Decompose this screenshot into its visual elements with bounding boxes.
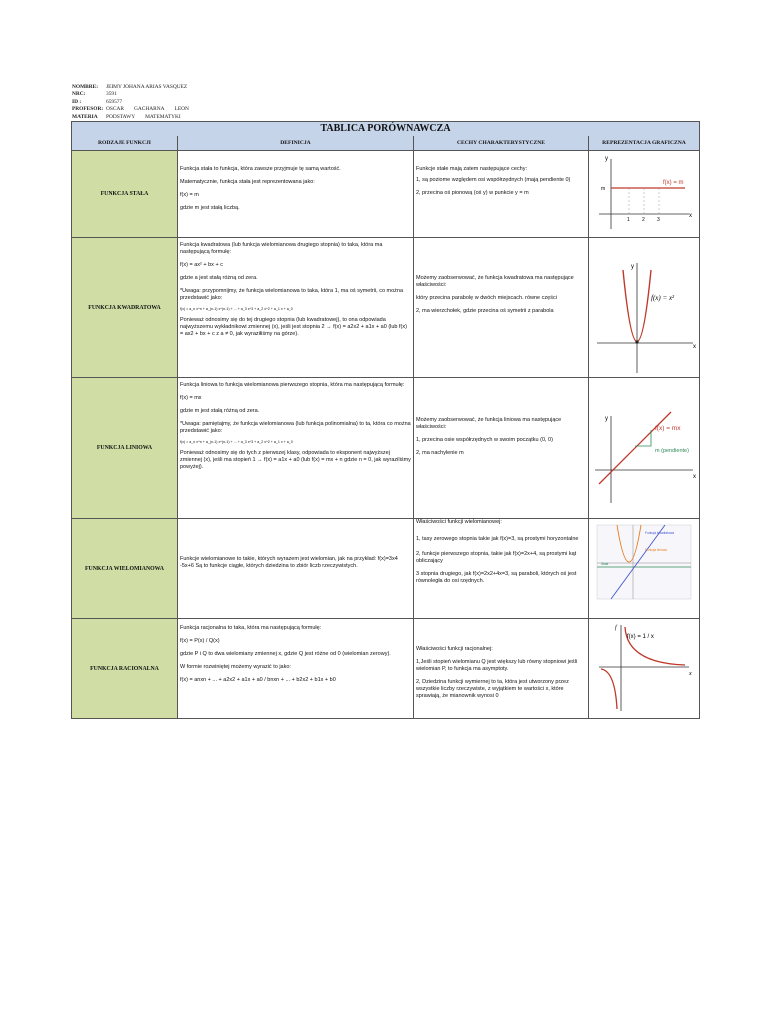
table-row-rational	[72, 619, 699, 718]
x-axis-label: x	[693, 474, 696, 480]
feature-line: Właściwości funkcji racjonalnej:	[416, 646, 493, 652]
graph-label: f(x) = x²	[651, 294, 675, 302]
row-label-constant: FUNKCJA STAŁA	[72, 151, 178, 237]
materia-label: MATERIA	[72, 113, 98, 120]
profesor-first: OSCAR	[106, 106, 124, 113]
definition-line: *Uwaga: pamiętajmy, że funkcja wielomianowa (lub funkcja polinomialna) to ta, która co można przedstawić jako:	[180, 421, 411, 434]
hyperbola-branch-negative	[601, 669, 617, 709]
m-label: m	[601, 186, 606, 192]
feature-line: 1, są poziome względem osi współrzędnych (mają pendiente 0)	[416, 177, 571, 183]
graph-cell-linear	[589, 378, 699, 518]
definition-cell-constant	[178, 151, 414, 237]
hyperbola-branch-positive	[625, 627, 685, 665]
feature-line: Właściwości funkcji wielomianowej:	[416, 519, 502, 525]
features-cell-polynomial	[414, 519, 589, 618]
student-header	[72, 84, 189, 121]
row-label-quadratic: FUNKCJA KWADRATOWA	[72, 238, 178, 377]
linear-function-graph	[589, 378, 699, 519]
definition-line: W formie rozwiniętej możemy wyrazić to jako:	[180, 664, 291, 670]
x-axis-label: x	[689, 671, 692, 677]
feature-line: 1, tasy zerowego stopnia takie jak f(x)=3, są prostymi horyzontalne	[416, 536, 579, 542]
comparison-table	[71, 121, 700, 719]
nrc-value: 3591	[106, 91, 117, 98]
constant-function-graph	[589, 151, 699, 238]
materia-1: PODSTAWY	[106, 113, 136, 120]
nrc-label: NRC:	[72, 91, 86, 98]
y-axis-label: y	[605, 156, 608, 162]
vertex-point	[635, 340, 638, 343]
row-label-rational: FUNKCJA RACIONALNA	[72, 619, 178, 718]
definition-line: f(x) = anxn + ... + a2x2 + a1x + a0 / bnxn + ... + b2x2 + b1x + b0	[180, 677, 336, 683]
feature-line: 2, funkcje pierwszego stopnia, takie jak f(x)=2x+4, są prostymi kąt obliczający	[416, 551, 577, 564]
definition-line: f(x) = mx	[180, 395, 202, 401]
definition-line: gdzie a jest stałą różną od zera.	[180, 275, 258, 281]
definition-cell-linear	[178, 378, 414, 518]
features-cell-linear	[414, 378, 589, 518]
definition-line: Matematycznie, funkcja stała jest reprezentowana jako:	[180, 179, 315, 185]
definition-line: Ponieważ odnosimy się do tej drugiego stopnia (lub kwadratowej), to ona odpowiada najwyższemu wykładnikowi zmiennej (x), jeśli jest stopnia 2 → f(x) = a2x2 + a1x + a0 (lub f(x) = ax2 + bx + c z a ≠ 0, jak wyraziłiśmy na górze).	[180, 317, 407, 337]
definition-line: gdzie P i Q to dwa wielomiany zmiennej x, gdzie Q jest różne od 0 (wielomian zerowy).	[180, 651, 391, 657]
tick-label: 3	[657, 217, 660, 223]
graph-cell-constant	[589, 151, 699, 237]
legend-linear: Funkcja liniowa	[645, 548, 667, 552]
feature-line: Możemy zaobserwować, że funkcja liniowa ma następujące właściwości:	[416, 417, 562, 430]
column-header-definition: DEFINICJA	[178, 136, 414, 151]
slope-label: m (pendiente)	[655, 448, 689, 454]
feature-line: Możemy zaobserwować, że funkcja kwadratowa ma następujące właściwości:	[416, 275, 574, 288]
nombre-value: JEIMY JOHANA ARIAS VASQUEZ	[106, 84, 188, 90]
feature-line: 2, przecina oś pionową (oś y) w punkcie y = m	[416, 190, 529, 196]
column-header-types: RODZAJE FUNKCJI	[72, 136, 178, 151]
graph-label: f(x) = 1 / x	[627, 634, 654, 640]
id-value: 659577	[106, 98, 123, 105]
profesor-last: LEON	[174, 106, 189, 113]
graph-cell-quadratic	[589, 238, 699, 377]
table-row-quadratic	[72, 238, 699, 378]
row-label-polynomial: FUNKCJA WIELOMIANOWA	[72, 519, 178, 618]
table-title: TABLICA PORÓWNAWCZA	[72, 122, 699, 137]
graph-label: f(x) = m	[663, 180, 684, 186]
feature-line: 1, przecina osie współrzędnych w swoim początku (0, 0)	[416, 437, 553, 443]
slope-marker	[635, 430, 651, 446]
feature-line: 3 stopnia drugiego, jak f(x)=2x2+4x=3, są paraboli, których oś jest równoległa do osi rzędnych.	[416, 571, 577, 584]
legend-quadratic: Funkcja kwadratowa	[645, 531, 675, 535]
feature-line: 1,Jeśli stopień wielomianu Q jest większy lub równy stopniowi jeśli wielomian P, to funkcja ma asymptoty.	[416, 659, 578, 672]
table-row-constant	[72, 151, 699, 238]
tick-label: 2	[642, 217, 645, 223]
profesor-middle: GACHARNA	[133, 106, 165, 113]
definition-line: f(x) = P(x) / Q(x)	[180, 638, 220, 644]
feature-line: 2, ma wierzchołek, gdzie przecina oś symetrii z parabola	[416, 308, 554, 314]
feature-line: Funkcje stałe mają zatem następujące cechy:	[416, 166, 527, 172]
x-axis-label: x	[689, 213, 692, 219]
definition-line: f(x) = ax² + bx + c	[180, 262, 223, 268]
y-axis-label: y	[605, 416, 608, 422]
quadratic-function-graph	[589, 238, 699, 378]
id-label: ID :	[72, 98, 82, 105]
profesor-label: PROFESOR:	[72, 106, 104, 113]
features-cell-rational	[414, 619, 589, 718]
definition-line: Funkcja stała to funkcja, która zawsze przyjmuje tę samą wartość.	[180, 166, 341, 172]
y-axis-label: y	[631, 264, 634, 270]
graph-cell-rational	[589, 619, 699, 718]
rational-function-graph	[589, 619, 699, 718]
feature-line: który przecina parabolę w dwóch miejscach. równe części	[416, 295, 557, 301]
definition-formula: f(x) = a_n x^n + a_(n-1) x^(n-1) + ... + a_3 x^3 + a_2 x^2 + a_1 x + a_0	[180, 440, 293, 444]
x-axis-label: x	[693, 344, 696, 350]
legend-constant: Stała	[601, 562, 609, 566]
y-axis-label: f	[615, 625, 617, 631]
table-row-polynomial	[72, 519, 699, 619]
definition-cell-rational	[178, 619, 414, 718]
plot-area	[597, 525, 691, 599]
definition-cell-quadratic	[178, 238, 414, 377]
features-cell-quadratic	[414, 238, 589, 377]
features-cell-constant	[414, 151, 589, 237]
definition-line: Ponieważ odnosimy się do tych z pierwszej klasy, odpowiada to eksponent najwyższej zmiennej (x), jeśli ma stopień 1 → f(x) = a1x + a0 (lub f(x) = mx + n gdzie n = 0, jak wyraziliśmy powyżej).	[180, 450, 411, 470]
tick-label: 1	[627, 217, 630, 223]
column-header-features: CECHY CHARAKTERYSTYCZNE	[414, 136, 589, 151]
definition-line: f(x) = m	[180, 192, 199, 198]
row-label-linear: FUNKCJA LINIOWA	[72, 378, 178, 518]
definition-line: Funkcja racjonalna to taka, która ma następującą formułę:	[180, 625, 322, 631]
graph-cell-polynomial	[589, 519, 699, 618]
feature-line: 2, Dziedzina funkcji wymiernej to ta, która jest utworzony przez wszystkie liczby rzeczywiste, z wyjątkiem te wartości x, które sprawiają, że mianownik wynosi 0	[416, 679, 569, 699]
nombre-label: NOMBRE:	[72, 84, 99, 90]
definition-cell-polynomial	[178, 519, 414, 618]
definition-line: Funkcja kwadratowa (lub funkcja wielomianowa drugiego stopnia) to taka, która ma następującą formułę:	[180, 242, 383, 255]
definition-line: gdzie m jest stałą różną od zera.	[180, 408, 260, 414]
definition-line: *Uwaga: przypomnijmy, że funkcja wielomianowa to taka, która 1, ma oś symetrii, co można przedstawić jako:	[180, 288, 404, 301]
materia-2: MATEMATYKI	[145, 113, 181, 120]
definition-line: Funkcja liniowa to funkcja wielomianowa pierwszego stopnia, która ma następującą formułę:	[180, 382, 405, 388]
graph-label: f(x) = mx	[655, 425, 681, 432]
column-header-graph: REPREZENTACJA GRAFICZNA	[589, 136, 699, 151]
polynomial-functions-graph	[589, 519, 699, 619]
definition-line: Funkcje wielomianowe to takie, których wyrazem jest wielomian, jak na przykład: f(x)=3x4 -5x+6 Są to funkcje ciągłe, których dziedzina to zbiór liczb rzeczywistych.	[180, 556, 398, 569]
table-row-linear	[72, 378, 699, 519]
feature-line: 2, ma nachylenie m	[416, 450, 464, 456]
definition-line: gdzie m jest stałą liczbą.	[180, 205, 240, 211]
definition-formula: f(x) = a_n x^n + a_(n-1) x^(n-1) + ... + a_3 x^3 + a_2 x^2 + a_1 x + a_0	[180, 307, 293, 311]
